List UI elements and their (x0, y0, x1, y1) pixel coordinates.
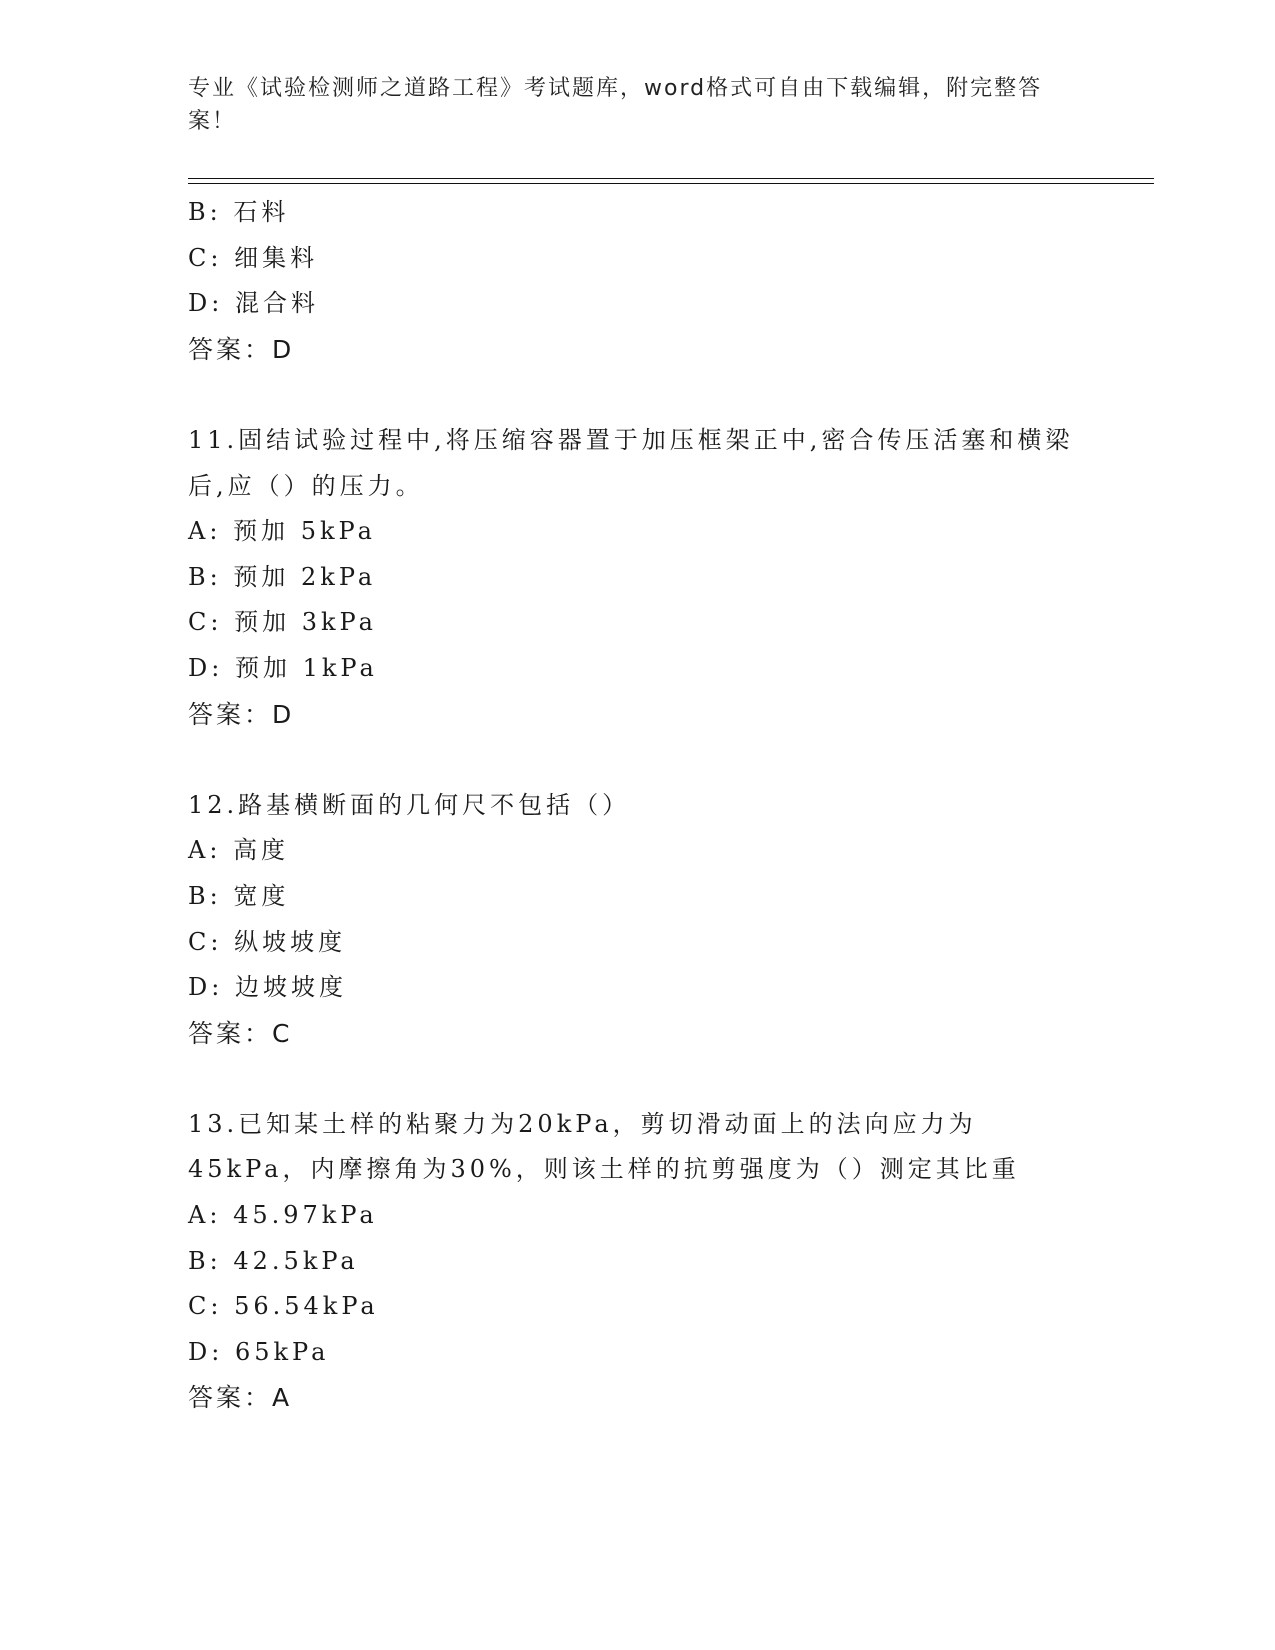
option-key: C: (188, 243, 223, 272)
option-a (188, 509, 1088, 555)
spacer (188, 737, 1088, 783)
option-key: B: (188, 198, 222, 226)
option-key: C: (188, 1292, 223, 1321)
option-text: 预加 5kPa (233, 517, 376, 546)
option-key: A: (188, 836, 222, 865)
answer-line: 答案：D (188, 699, 295, 729)
option-text: 65kPa (234, 1337, 330, 1366)
option-d (188, 281, 1088, 327)
question-stem: 13.已知某土样的粘聚力为20kPa，剪切滑动面上的法向应力为45kPa，内摩擦角为30%，则该土样的抗剪强度为（）测定其比重 (188, 1109, 1020, 1184)
option-key: D: (188, 973, 224, 1002)
option-c (188, 1284, 1088, 1330)
option-b (188, 555, 1088, 601)
option-text: 42.5kPa (233, 1246, 359, 1275)
spacer (188, 372, 1088, 418)
question-content (188, 190, 1088, 1421)
option-text: 石料 (233, 198, 290, 226)
option-text: 预加 3kPa (234, 608, 377, 637)
question-stem: 12.路基横断面的几何尺不包括（） (188, 790, 631, 819)
question-13 (188, 1102, 1088, 1421)
option-key: C: (188, 927, 223, 956)
option-key: D: (188, 289, 224, 318)
option-a (188, 828, 1088, 874)
spacer (188, 1056, 1088, 1102)
header-divider-bottom (188, 183, 1154, 184)
option-key: B: (188, 562, 222, 591)
option-text: 纵坡坡度 (234, 927, 347, 956)
option-key: C: (188, 608, 223, 637)
question-11 (188, 418, 1088, 737)
option-text: 预加 2kPa (233, 562, 377, 591)
option-key: B: (188, 1246, 222, 1275)
document-header: 专业《试验检测师之道路工程》考试题库，word格式可自由下载编辑，附完整答案！ (188, 76, 1043, 134)
option-d (188, 1330, 1088, 1376)
option-c (188, 920, 1088, 966)
option-text: 预加 1kPa (234, 653, 378, 682)
option-b (188, 190, 1088, 236)
option-key: D: (188, 1337, 224, 1366)
answer-line: 答案：A (188, 1383, 293, 1413)
header-divider-top (188, 178, 1154, 179)
partial-question-10 (188, 190, 1088, 372)
question-stem: 11.固结试验过程中,将压缩容器置于加压框架正中,密合传压活塞和横梁后,应（）的压力。 (188, 425, 1074, 500)
answer-line: 答案：C (188, 1018, 293, 1048)
answer-line: 答案：D (188, 334, 295, 364)
option-text: 混合料 (234, 289, 319, 318)
option-c (188, 600, 1088, 646)
option-key: D: (188, 653, 224, 682)
option-b (188, 874, 1088, 920)
question-12 (188, 783, 1088, 1057)
option-c (188, 236, 1088, 282)
option-d (188, 646, 1088, 692)
option-key: B: (188, 881, 222, 910)
option-text: 56.54kPa (234, 1292, 379, 1321)
option-text: 边坡坡度 (234, 973, 347, 1002)
option-text: 45.97kPa (233, 1201, 378, 1230)
option-d (188, 965, 1088, 1011)
option-text: 高度 (233, 836, 290, 865)
option-a (188, 1193, 1088, 1239)
option-text: 细集料 (234, 243, 319, 272)
option-key: A: (188, 1201, 222, 1230)
option-text: 宽度 (233, 881, 290, 910)
option-key: A: (188, 517, 222, 546)
option-b (188, 1239, 1088, 1285)
